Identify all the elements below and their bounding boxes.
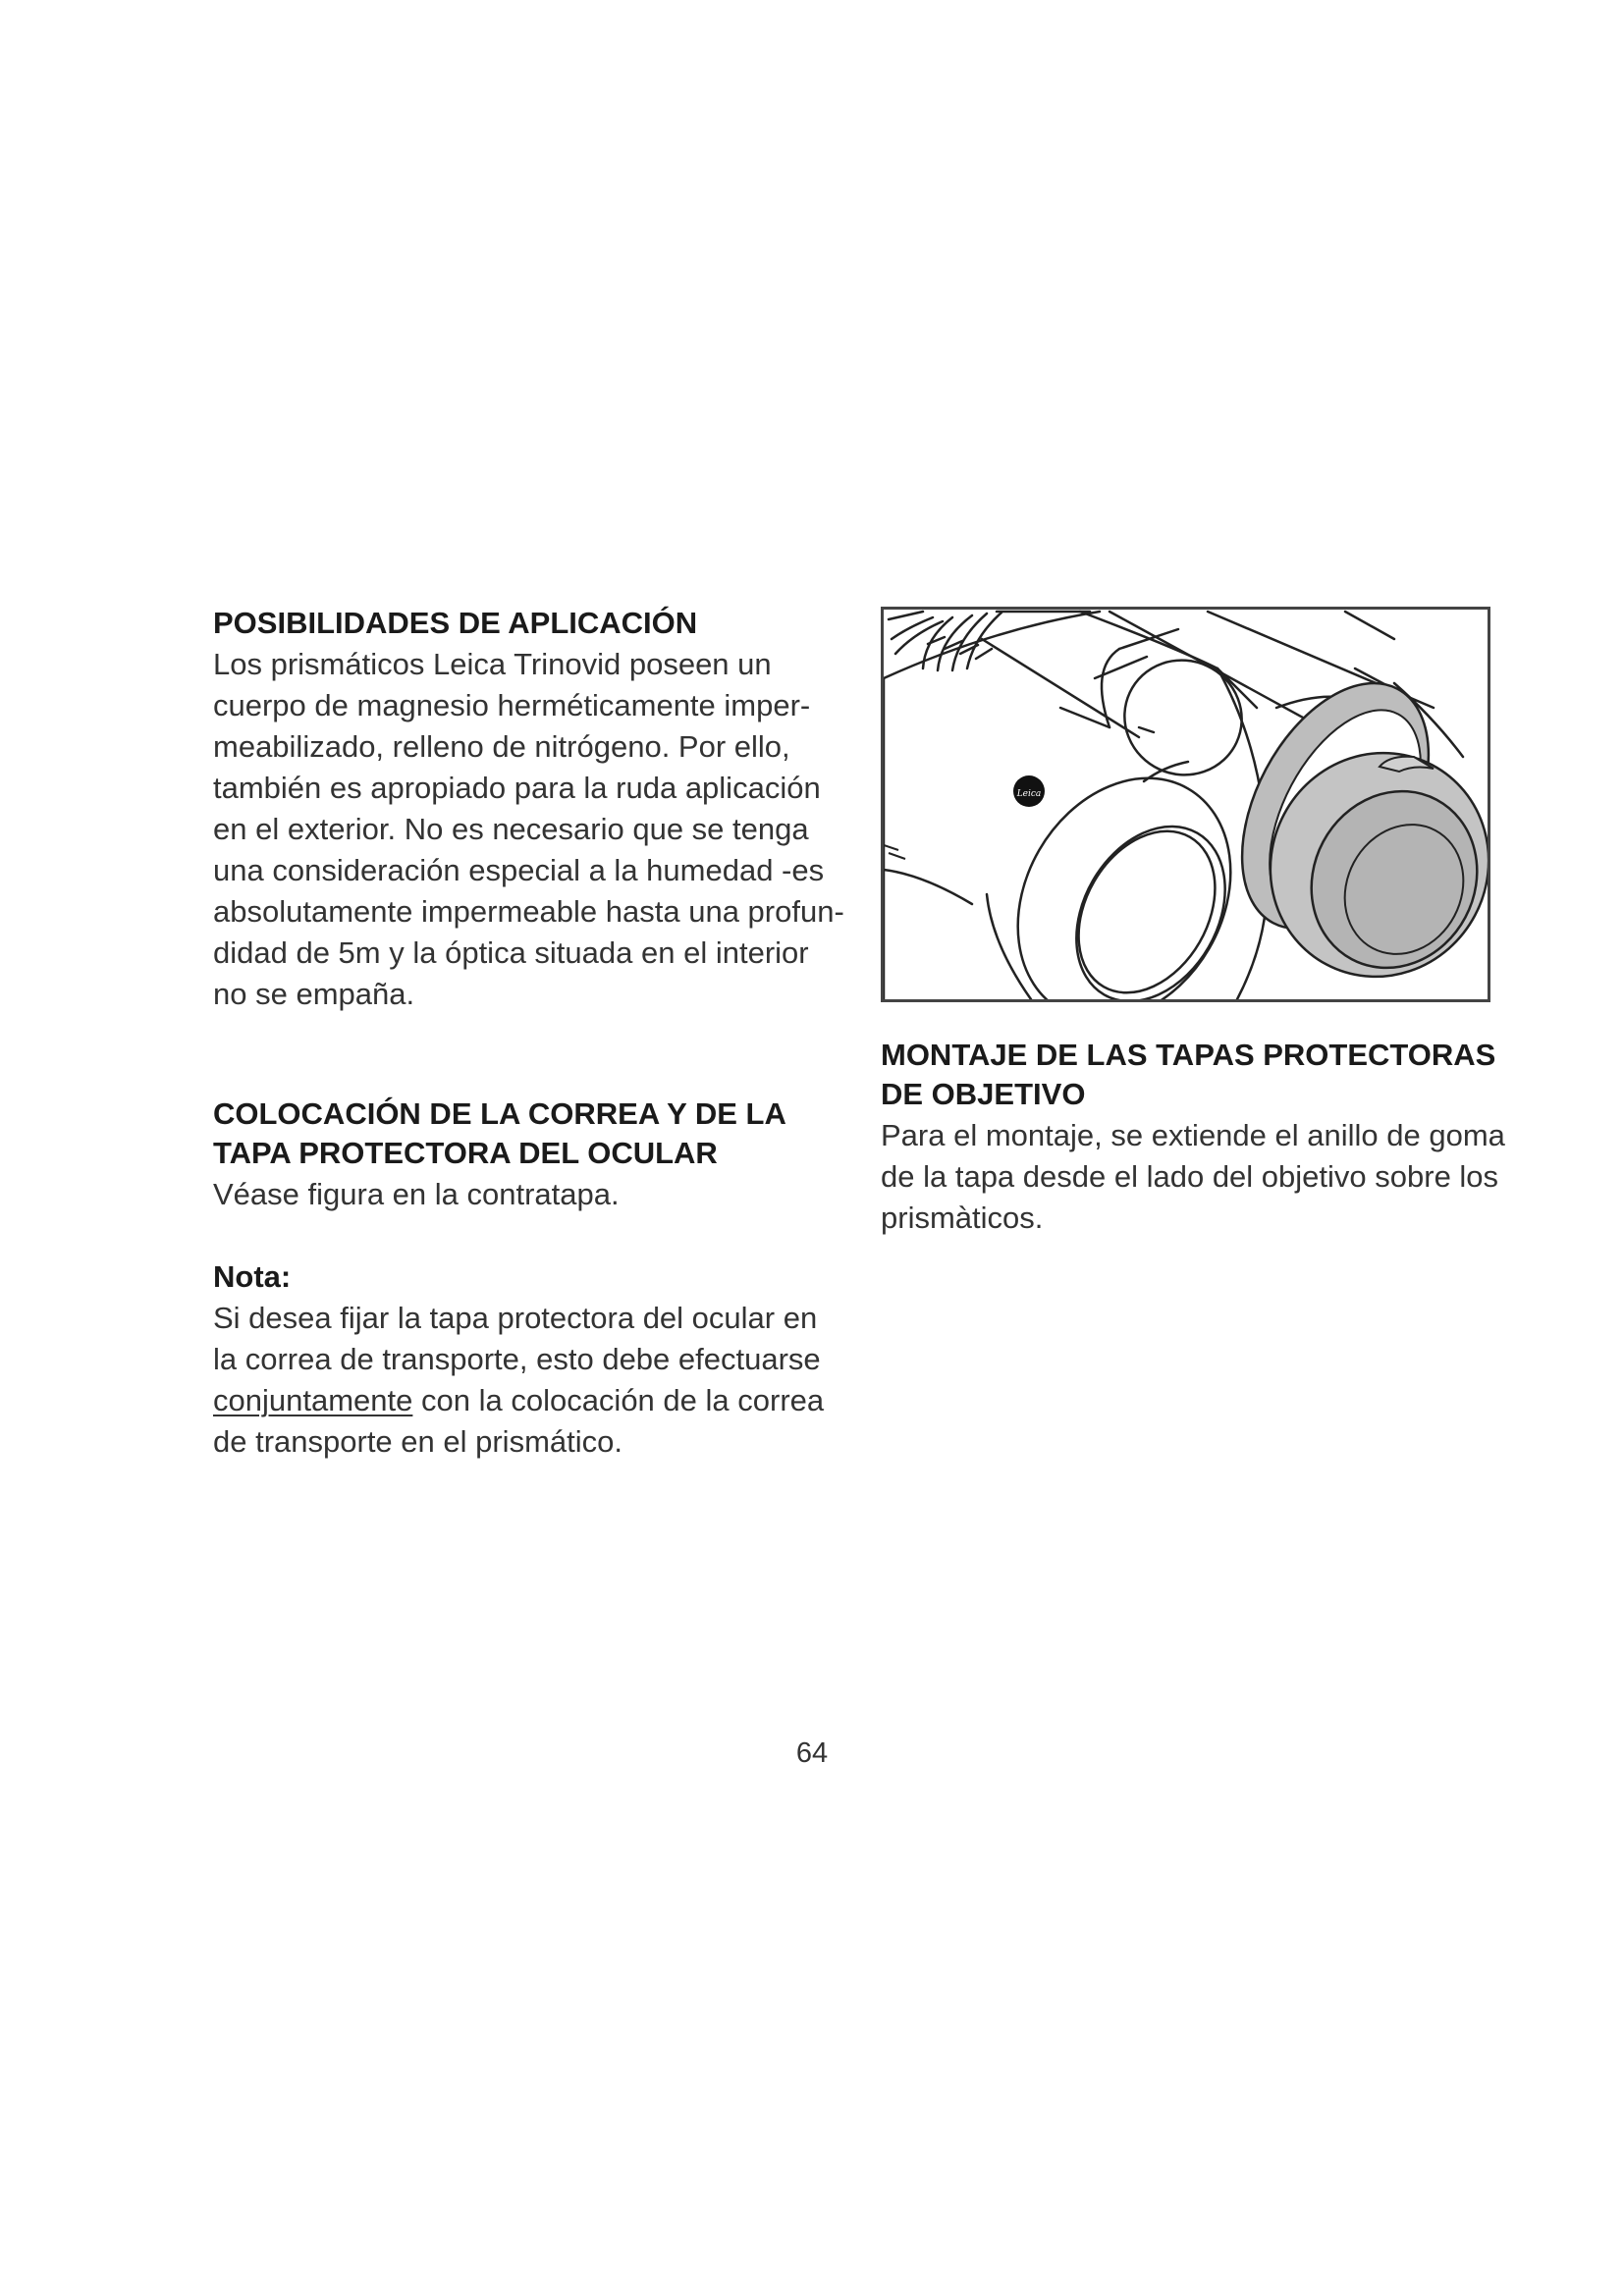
body-line: una consideración especial a la humedad -es	[213, 853, 825, 887]
body-line: prismàticos.	[881, 1201, 1044, 1235]
note-line: la correa de transporte, esto debe efectuarse	[213, 1342, 821, 1376]
body-line: cuerpo de magnesio herméticamente imper-	[213, 688, 811, 722]
section-heading-strap-line1: COLOCACIÓN DE LA CORREA Y DE LA	[213, 1096, 786, 1131]
note-line	[213, 1380, 824, 1421]
body-line: absolutamente impermeable hasta una profun-	[213, 894, 844, 929]
underlined-word: conjuntamente	[213, 1383, 413, 1417]
body-line: didad de 5m y la óptica situada en el interior	[213, 935, 809, 970]
body-line: de la tapa desde el lado del objetivo sobre los	[881, 1159, 1499, 1194]
binocular-lens-cap-illustration	[881, 607, 1490, 1002]
note-heading: Nota:	[213, 1259, 292, 1294]
section-heading-strap-line2: TAPA PROTECTORA DEL OCULAR	[213, 1136, 718, 1170]
page-number: 64	[795, 1737, 829, 1769]
body-line: meabilizado, relleno de nitrógeno. Por ello,	[213, 729, 790, 764]
binocular-drawing	[884, 610, 1488, 999]
section-heading-objective-caps-line1: MONTAJE DE LAS TAPAS PROTECTORAS	[881, 1038, 1496, 1072]
body-line: Los prismáticos Leica Trinovid poseen un	[213, 647, 772, 681]
section-heading-applications: POSIBILIDADES DE APLICACIÓN	[213, 606, 698, 640]
body-line: Para el montaje, se extiende el anillo de goma	[881, 1118, 1505, 1152]
note-line: Si desea fijar la tapa protectora del ocular en	[213, 1301, 818, 1335]
section-heading-objective-caps-line2: DE OBJETIVO	[881, 1077, 1086, 1111]
section-body-strap: Véase figura en la contratapa.	[213, 1177, 620, 1211]
leica-logo-text: Leica	[1016, 789, 1042, 799]
body-line: en el exterior. No es necesario que se tenga	[213, 812, 809, 846]
note-line: de transporte en el prismático.	[213, 1424, 623, 1459]
note-line-rest: con la colocación de la correa	[412, 1383, 825, 1417]
body-line: también es apropiado para la ruda aplicación	[213, 771, 821, 805]
body-line: no se empaña.	[213, 977, 415, 1011]
